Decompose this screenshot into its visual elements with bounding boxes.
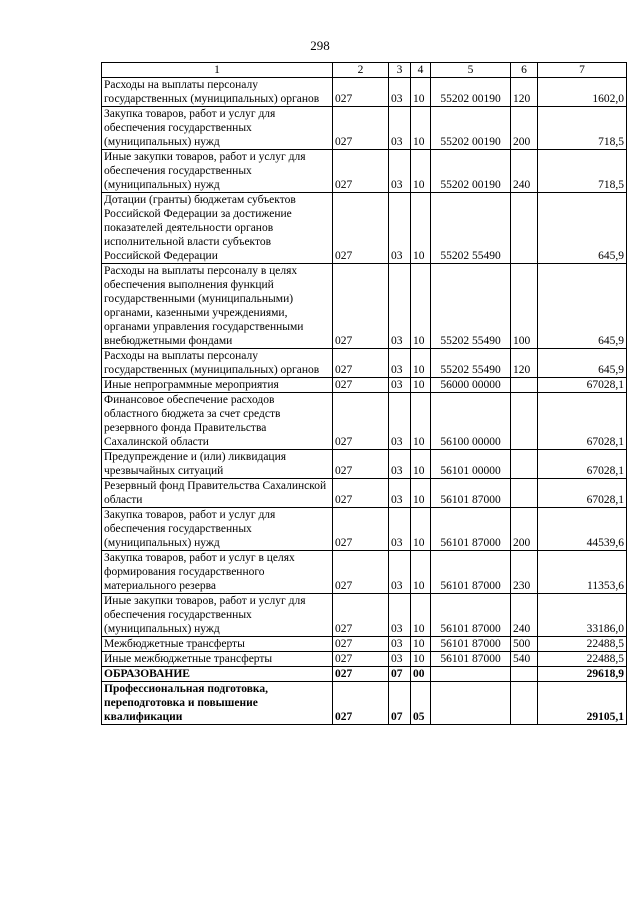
amount-cell: 645,9 <box>538 349 627 378</box>
expense-type-cell: 230 <box>511 551 538 594</box>
section-code-cell: 03 <box>389 393 411 450</box>
ministry-code-cell: 027 <box>333 193 389 264</box>
ministry-code-cell: 027 <box>333 78 389 107</box>
amount-cell: 1602,0 <box>538 78 627 107</box>
section-code-cell: 03 <box>389 637 411 652</box>
subsection-code-cell: 10 <box>411 393 431 450</box>
budget-table <box>101 62 627 725</box>
target-article-cell: 56101 87000 <box>431 594 511 637</box>
expense-type-cell: 100 <box>511 264 538 349</box>
subsection-code-cell: 10 <box>411 349 431 378</box>
ministry-code-cell: 027 <box>333 264 389 349</box>
section-code-cell: 03 <box>389 78 411 107</box>
table-row <box>102 78 627 107</box>
target-article-cell: 55202 00190 <box>431 78 511 107</box>
section-code-cell: 03 <box>389 193 411 264</box>
expense-type-cell: 240 <box>511 150 538 193</box>
table-body <box>102 78 627 725</box>
target-article-cell: 55202 55490 <box>431 193 511 264</box>
subsection-code-cell: 10 <box>411 107 431 150</box>
amount-cell: 11353,6 <box>538 551 627 594</box>
item-name-cell: Дотации (гранты) бюджетам субъектов Российской Федерации за достижение показателей деятельности органов исполнительной власти субъектов Российской Федерации <box>102 193 333 264</box>
table-row <box>102 479 627 508</box>
header-cell: 4 <box>411 63 431 78</box>
ministry-code-cell: 027 <box>333 349 389 378</box>
expense-type-cell: 200 <box>511 508 538 551</box>
table-row <box>102 349 627 378</box>
table-row <box>102 450 627 479</box>
table-row <box>102 393 627 450</box>
target-article-cell <box>431 667 511 682</box>
expense-type-cell: 500 <box>511 637 538 652</box>
item-name-cell: Иные закупки товаров, работ и услуг для обеспечения государственных (муниципальных) нужд <box>102 594 333 637</box>
target-article-cell: 56101 87000 <box>431 652 511 667</box>
header-cell: 5 <box>431 63 511 78</box>
section-code-cell: 03 <box>389 594 411 637</box>
section-code-cell: 03 <box>389 107 411 150</box>
table-row <box>102 150 627 193</box>
section-code-cell: 03 <box>389 349 411 378</box>
item-name-cell: Расходы на выплаты персоналу в целях обеспечения выполнения функций государственными (муниципальными) органами, казенными учреждениями, органами управления государственными внебюджетными фондами <box>102 264 333 349</box>
item-name-cell: Иные закупки товаров, работ и услуг для обеспечения государственных (муниципальных) нужд <box>102 150 333 193</box>
table-row <box>102 652 627 667</box>
subsection-code-cell: 10 <box>411 479 431 508</box>
section-code-cell: 03 <box>389 551 411 594</box>
subsection-code-cell: 10 <box>411 378 431 393</box>
table-header-row <box>102 63 627 78</box>
target-article-cell: 56000 00000 <box>431 378 511 393</box>
ministry-code-cell: 027 <box>333 479 389 508</box>
item-name-cell: Закупка товаров, работ и услуг для обеспечения государственных (муниципальных) нужд <box>102 508 333 551</box>
table-row <box>102 637 627 652</box>
item-name-cell: Закупка товаров, работ и услуг для обеспечения государственных (муниципальных) нужд <box>102 107 333 150</box>
subsection-code-cell: 10 <box>411 551 431 594</box>
header-cell: 3 <box>389 63 411 78</box>
ministry-code-cell: 027 <box>333 450 389 479</box>
expense-type-cell <box>511 450 538 479</box>
ministry-code-cell: 027 <box>333 637 389 652</box>
item-name-cell: Предупреждение и (или) ликвидация чрезвычайных ситуаций <box>102 450 333 479</box>
section-code-cell: 03 <box>389 479 411 508</box>
expense-type-cell: 120 <box>511 349 538 378</box>
expense-type-cell: 200 <box>511 107 538 150</box>
target-article-cell: 56101 00000 <box>431 450 511 479</box>
subsection-code-cell: 10 <box>411 193 431 264</box>
ministry-code-cell: 027 <box>333 378 389 393</box>
target-article-cell: 56100 00000 <box>431 393 511 450</box>
table-row <box>102 594 627 637</box>
expense-type-cell <box>511 667 538 682</box>
expense-type-cell: 120 <box>511 78 538 107</box>
section-code-cell: 03 <box>389 150 411 193</box>
amount-cell: 718,5 <box>538 150 627 193</box>
ministry-code-cell: 027 <box>333 667 389 682</box>
ministry-code-cell: 027 <box>333 150 389 193</box>
subsection-code-cell: 10 <box>411 150 431 193</box>
amount-cell: 67028,1 <box>538 450 627 479</box>
amount-cell: 67028,1 <box>538 378 627 393</box>
section-code-cell: 07 <box>389 682 411 725</box>
target-article-cell: 56101 87000 <box>431 508 511 551</box>
table-row <box>102 378 627 393</box>
item-name-cell: Расходы на выплаты персоналу государственных (муниципальных) органов <box>102 78 333 107</box>
amount-cell: 22488,5 <box>538 652 627 667</box>
target-article-cell: 56101 87000 <box>431 479 511 508</box>
subsection-code-cell: 10 <box>411 264 431 349</box>
table-row <box>102 508 627 551</box>
table-row <box>102 107 627 150</box>
header-cell: 1 <box>102 63 333 78</box>
table-row <box>102 551 627 594</box>
header-cell: 6 <box>511 63 538 78</box>
item-name-cell: Резервный фонд Правительства Сахалинской области <box>102 479 333 508</box>
item-name-cell: ОБРАЗОВАНИЕ <box>102 667 333 682</box>
subsection-code-cell: 10 <box>411 652 431 667</box>
amount-cell: 67028,1 <box>538 393 627 450</box>
amount-cell: 645,9 <box>538 193 627 264</box>
expense-type-cell <box>511 378 538 393</box>
target-article-cell: 55202 55490 <box>431 349 511 378</box>
amount-cell: 29105,1 <box>538 682 627 725</box>
ministry-code-cell: 027 <box>333 551 389 594</box>
amount-cell: 33186,0 <box>538 594 627 637</box>
table-row <box>102 193 627 264</box>
item-name-cell: Иные межбюджетные трансферты <box>102 652 333 667</box>
target-article-cell: 55202 00190 <box>431 107 511 150</box>
expense-type-cell: 240 <box>511 594 538 637</box>
amount-cell: 22488,5 <box>538 637 627 652</box>
amount-cell: 44539,6 <box>538 508 627 551</box>
amount-cell: 718,5 <box>538 107 627 150</box>
item-name-cell: Закупка товаров, работ и услуг в целях формирования государственного материального резерва <box>102 551 333 594</box>
target-article-cell: 55202 55490 <box>431 264 511 349</box>
expense-type-cell <box>511 682 538 725</box>
ministry-code-cell: 027 <box>333 107 389 150</box>
target-article-cell: 56101 87000 <box>431 637 511 652</box>
amount-cell: 645,9 <box>538 264 627 349</box>
subsection-code-cell: 10 <box>411 78 431 107</box>
subsection-code-cell: 10 <box>411 508 431 551</box>
section-code-cell: 03 <box>389 264 411 349</box>
ministry-code-cell: 027 <box>333 682 389 725</box>
header-cell: 2 <box>333 63 389 78</box>
expense-type-cell <box>511 479 538 508</box>
section-code-cell: 03 <box>389 378 411 393</box>
ministry-code-cell: 027 <box>333 393 389 450</box>
item-name-cell: Профессиональная подготовка, переподготовка и повышение квалификации <box>102 682 333 725</box>
item-name-cell: Межбюджетные трансферты <box>102 637 333 652</box>
expense-type-cell <box>511 193 538 264</box>
section-code-cell: 07 <box>389 667 411 682</box>
expense-type-cell <box>511 393 538 450</box>
target-article-cell <box>431 682 511 725</box>
table-row <box>102 682 627 725</box>
table-row <box>102 667 627 682</box>
ministry-code-cell: 027 <box>333 508 389 551</box>
subsection-code-cell: 10 <box>411 450 431 479</box>
target-article-cell: 55202 00190 <box>431 150 511 193</box>
subsection-code-cell: 05 <box>411 682 431 725</box>
section-code-cell: 03 <box>389 652 411 667</box>
table-row <box>102 264 627 349</box>
subsection-code-cell: 10 <box>411 594 431 637</box>
ministry-code-cell: 027 <box>333 594 389 637</box>
header-cell: 7 <box>538 63 627 78</box>
subsection-code-cell: 00 <box>411 667 431 682</box>
page-number: 298 <box>310 38 330 53</box>
amount-cell: 29618,9 <box>538 667 627 682</box>
ministry-code-cell: 027 <box>333 652 389 667</box>
item-name-cell: Расходы на выплаты персоналу государственных (муниципальных) органов <box>102 349 333 378</box>
item-name-cell: Финансовое обеспечение расходов областного бюджета за счет средств резервного фонда Правительства Сахалинской области <box>102 393 333 450</box>
item-name-cell: Иные непрограммные мероприятия <box>102 378 333 393</box>
section-code-cell: 03 <box>389 450 411 479</box>
amount-cell: 67028,1 <box>538 479 627 508</box>
target-article-cell: 56101 87000 <box>431 551 511 594</box>
subsection-code-cell: 10 <box>411 637 431 652</box>
expense-type-cell: 540 <box>511 652 538 667</box>
section-code-cell: 03 <box>389 508 411 551</box>
